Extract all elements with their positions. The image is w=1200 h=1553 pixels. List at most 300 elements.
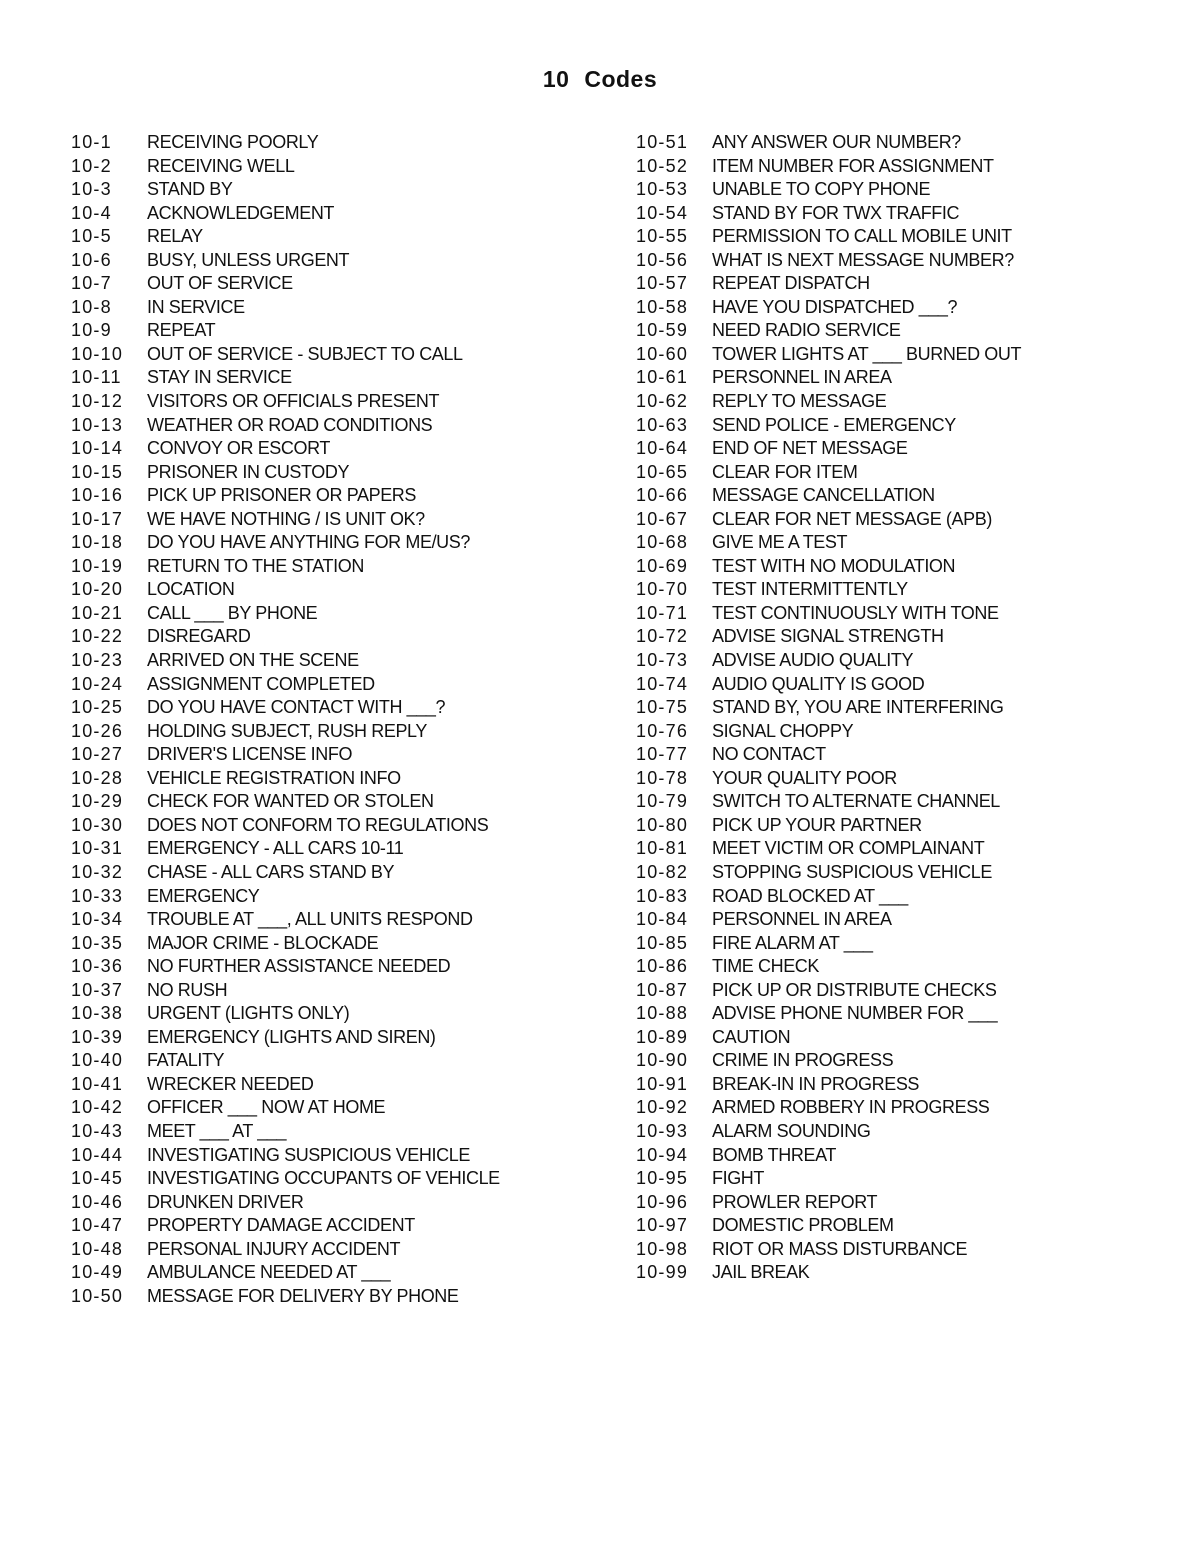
code-number: 10-45 bbox=[71, 1168, 124, 1189]
code-number: 10-25 bbox=[71, 697, 124, 718]
code-meaning: BREAK-IN IN PROGRESS bbox=[712, 1073, 920, 1094]
code-row bbox=[71, 602, 591, 626]
code-row bbox=[636, 202, 1156, 226]
codes-column-right bbox=[636, 131, 1156, 1285]
code-number: 10-93 bbox=[636, 1120, 689, 1141]
code-number: 10-1 bbox=[71, 132, 112, 152]
code-meaning: CLEAR FOR ITEM bbox=[712, 461, 858, 482]
code-number: 10-69 bbox=[636, 555, 689, 576]
code-number: 10-13 bbox=[71, 414, 124, 435]
code-number: 10-53 bbox=[636, 179, 689, 200]
code-row bbox=[636, 555, 1156, 579]
code-number: 10-79 bbox=[636, 791, 689, 812]
code-meaning: MAJOR CRIME - BLOCKADE bbox=[147, 932, 379, 953]
code-number: 10-30 bbox=[71, 814, 124, 835]
code-number: 10-6 bbox=[71, 249, 112, 270]
code-meaning: INVESTIGATING SUSPICIOUS VEHICLE bbox=[147, 1144, 470, 1165]
code-number: 10-18 bbox=[71, 532, 124, 553]
code-row bbox=[71, 225, 591, 249]
code-number: 10-35 bbox=[71, 932, 124, 953]
code-number: 10-84 bbox=[636, 909, 689, 930]
code-meaning: PROPERTY DAMAGE ACCIDENT bbox=[147, 1215, 415, 1236]
code-number: 10-80 bbox=[636, 814, 689, 835]
code-number: 10-92 bbox=[636, 1097, 689, 1118]
code-row bbox=[636, 767, 1156, 791]
code-number: 10-52 bbox=[636, 155, 689, 176]
code-meaning: TIME CHECK bbox=[712, 956, 820, 977]
code-meaning: URGENT (LIGHTS ONLY) bbox=[147, 1003, 350, 1024]
code-row bbox=[636, 390, 1156, 414]
code-number: 10-62 bbox=[636, 391, 689, 412]
code-meaning: STAND BY FOR TWX TRAFFIC bbox=[712, 202, 960, 223]
code-meaning: DRUNKEN DRIVER bbox=[147, 1191, 304, 1212]
code-number: 10-89 bbox=[636, 1026, 689, 1047]
code-number: 10-27 bbox=[71, 744, 124, 765]
code-meaning: PERSONAL INJURY ACCIDENT bbox=[147, 1238, 401, 1259]
code-row bbox=[71, 1191, 591, 1215]
code-meaning: SWITCH TO ALTERNATE CHANNEL bbox=[712, 791, 1000, 812]
code-meaning: PERMISSION TO CALL MOBILE UNIT bbox=[712, 226, 1012, 247]
code-row bbox=[636, 508, 1156, 532]
code-number: 10-58 bbox=[636, 296, 689, 317]
code-number: 10-37 bbox=[71, 979, 124, 1000]
code-number: 10-40 bbox=[71, 1050, 124, 1071]
code-meaning: PROWLER REPORT bbox=[712, 1191, 878, 1212]
code-number: 10-74 bbox=[636, 673, 689, 694]
code-row bbox=[71, 814, 591, 838]
code-number: 10-83 bbox=[636, 885, 689, 906]
code-row bbox=[71, 155, 591, 179]
code-number: 10-41 bbox=[71, 1073, 124, 1094]
code-number: 10-61 bbox=[636, 367, 689, 388]
code-meaning: INVESTIGATING OCCUPANTS OF VEHICLE bbox=[147, 1168, 500, 1189]
code-row bbox=[71, 696, 591, 720]
code-meaning: DISREGARD bbox=[147, 626, 251, 647]
code-meaning: CLEAR FOR NET MESSAGE (APB) bbox=[712, 508, 992, 529]
code-meaning: OUT OF SERVICE bbox=[147, 273, 293, 294]
code-number: 10-49 bbox=[71, 1262, 124, 1283]
code-row bbox=[71, 625, 591, 649]
code-row bbox=[71, 319, 591, 343]
code-row bbox=[636, 1191, 1156, 1215]
code-row bbox=[71, 1238, 591, 1262]
code-meaning: VISITORS OR OFFICIALS PRESENT bbox=[147, 391, 440, 412]
code-number: 10-12 bbox=[71, 391, 124, 412]
code-row bbox=[636, 720, 1156, 744]
code-row bbox=[636, 437, 1156, 461]
code-row bbox=[71, 578, 591, 602]
code-number: 10-96 bbox=[636, 1191, 689, 1212]
code-meaning: VEHICLE REGISTRATION INFO bbox=[147, 767, 401, 788]
code-meaning: GIVE ME A TEST bbox=[712, 532, 848, 553]
code-row bbox=[636, 955, 1156, 979]
code-number: 10-55 bbox=[636, 226, 689, 247]
code-row bbox=[636, 1144, 1156, 1168]
code-row bbox=[71, 1285, 591, 1309]
code-row bbox=[71, 1120, 591, 1144]
code-meaning: RIOT OR MASS DISTURBANCE bbox=[712, 1238, 968, 1259]
code-row bbox=[636, 178, 1156, 202]
code-meaning: OUT OF SERVICE - SUBJECT TO CALL bbox=[147, 343, 463, 364]
code-row bbox=[71, 1002, 591, 1026]
code-meaning: ADVISE SIGNAL STRENGTH bbox=[712, 626, 944, 647]
code-row bbox=[71, 131, 591, 155]
code-row bbox=[71, 484, 591, 508]
code-meaning: BUSY, UNLESS URGENT bbox=[147, 249, 350, 270]
code-number: 10-21 bbox=[71, 602, 124, 623]
code-meaning: NEED RADIO SERVICE bbox=[712, 320, 901, 341]
code-row bbox=[71, 955, 591, 979]
code-number: 10-17 bbox=[71, 508, 124, 529]
code-row bbox=[636, 414, 1156, 438]
code-number: 10-85 bbox=[636, 932, 689, 953]
code-number: 10-28 bbox=[71, 767, 124, 788]
code-meaning: CAUTION bbox=[712, 1026, 791, 1047]
code-row bbox=[636, 578, 1156, 602]
code-meaning: TEST CONTINUOUSLY WITH TONE bbox=[712, 602, 999, 623]
code-row bbox=[636, 131, 1156, 155]
code-number: 10-97 bbox=[636, 1215, 689, 1236]
code-number: 10-29 bbox=[71, 791, 124, 812]
code-row bbox=[636, 366, 1156, 390]
code-number: 10-9 bbox=[71, 320, 112, 341]
code-row bbox=[636, 602, 1156, 626]
code-row bbox=[636, 1167, 1156, 1191]
code-row bbox=[636, 1261, 1156, 1285]
code-meaning: STAND BY bbox=[147, 179, 233, 200]
code-meaning: WRECKER NEEDED bbox=[147, 1073, 314, 1094]
code-meaning: EMERGENCY - ALL CARS 10-11 bbox=[147, 838, 404, 859]
code-meaning: ITEM NUMBER FOR ASSIGNMENT bbox=[712, 155, 994, 176]
code-number: 10-48 bbox=[71, 1238, 124, 1259]
code-meaning: PRISONER IN CUSTODY bbox=[147, 461, 350, 482]
code-number: 10-64 bbox=[636, 438, 689, 459]
code-meaning: YOUR QUALITY POOR bbox=[712, 767, 897, 788]
code-number: 10-7 bbox=[71, 273, 112, 294]
code-number: 10-47 bbox=[71, 1215, 124, 1236]
code-number: 10-50 bbox=[71, 1285, 124, 1306]
code-meaning: END OF NET MESSAGE bbox=[712, 438, 908, 459]
code-row bbox=[636, 1049, 1156, 1073]
code-meaning: WEATHER OR ROAD CONDITIONS bbox=[147, 414, 433, 435]
code-meaning: PICK UP OR DISTRIBUTE CHECKS bbox=[712, 979, 997, 1000]
code-row bbox=[636, 908, 1156, 932]
code-meaning: SEND POLICE - EMERGENCY bbox=[712, 414, 956, 435]
code-meaning: RELAY bbox=[147, 226, 203, 247]
code-number: 10-10 bbox=[71, 343, 124, 364]
code-row bbox=[71, 178, 591, 202]
code-meaning: EMERGENCY bbox=[147, 885, 260, 906]
code-number: 10-75 bbox=[636, 697, 689, 718]
code-meaning: JAIL BREAK bbox=[712, 1262, 810, 1283]
code-row bbox=[71, 1073, 591, 1097]
code-number: 10-43 bbox=[71, 1120, 124, 1141]
code-number: 10-24 bbox=[71, 673, 124, 694]
code-number: 10-11 bbox=[71, 367, 122, 388]
code-number: 10-38 bbox=[71, 1003, 124, 1024]
code-meaning: TEST WITH NO MODULATION bbox=[712, 555, 956, 576]
code-meaning: ALARM SOUNDING bbox=[712, 1120, 871, 1141]
code-meaning: ARRIVED ON THE SCENE bbox=[147, 650, 359, 671]
code-row bbox=[71, 437, 591, 461]
code-row bbox=[636, 272, 1156, 296]
code-meaning: PERSONNEL IN AREA bbox=[712, 909, 892, 930]
code-row bbox=[636, 461, 1156, 485]
code-number: 10-56 bbox=[636, 249, 689, 270]
code-meaning: TOWER LIGHTS AT ___ BURNED OUT bbox=[712, 343, 1022, 364]
code-number: 10-54 bbox=[636, 202, 689, 223]
code-number: 10-78 bbox=[636, 767, 689, 788]
code-row bbox=[636, 649, 1156, 673]
code-row bbox=[636, 837, 1156, 861]
code-meaning: DRIVER'S LICENSE INFO bbox=[147, 744, 353, 765]
code-meaning: STAND BY, YOU ARE INTERFERING bbox=[712, 697, 1004, 718]
code-row bbox=[71, 202, 591, 226]
code-row bbox=[71, 837, 591, 861]
code-meaning: MEET VICTIM OR COMPLAINANT bbox=[712, 838, 985, 859]
code-row bbox=[636, 296, 1156, 320]
code-number: 10-59 bbox=[636, 320, 689, 341]
code-number: 10-8 bbox=[71, 296, 112, 317]
code-meaning: ACKNOWLEDGEMENT bbox=[147, 202, 335, 223]
code-number: 10-15 bbox=[71, 461, 124, 482]
code-meaning: TEST INTERMITTENTLY bbox=[712, 579, 908, 600]
page-title: 10 Codes bbox=[542, 66, 658, 92]
code-meaning: CHECK FOR WANTED OR STOLEN bbox=[147, 791, 434, 812]
code-row bbox=[71, 1167, 591, 1191]
code-meaning: DO YOU HAVE ANYTHING FOR ME/US? bbox=[147, 532, 470, 553]
code-meaning: CHASE - ALL CARS STAND BY bbox=[147, 861, 395, 882]
code-number: 10-42 bbox=[71, 1097, 124, 1118]
code-number: 10-81 bbox=[636, 838, 689, 859]
code-row bbox=[636, 979, 1156, 1003]
code-number: 10-23 bbox=[71, 650, 124, 671]
code-row bbox=[71, 461, 591, 485]
code-number: 10-33 bbox=[71, 885, 124, 906]
code-meaning: RECEIVING WELL bbox=[147, 155, 295, 176]
code-meaning: DO YOU HAVE CONTACT WITH ___? bbox=[147, 697, 446, 718]
code-row bbox=[636, 814, 1156, 838]
code-meaning: MESSAGE FOR DELIVERY BY PHONE bbox=[147, 1285, 459, 1306]
code-row bbox=[636, 1002, 1156, 1026]
code-meaning: RETURN TO THE STATION bbox=[147, 555, 364, 576]
code-meaning: EMERGENCY (LIGHTS AND SIREN) bbox=[147, 1026, 436, 1047]
code-row bbox=[71, 1049, 591, 1073]
code-row bbox=[71, 861, 591, 885]
code-number: 10-90 bbox=[636, 1050, 689, 1071]
code-meaning: FIGHT bbox=[712, 1168, 764, 1189]
code-number: 10-31 bbox=[71, 838, 124, 859]
code-number: 10-19 bbox=[71, 555, 124, 576]
code-number: 10-14 bbox=[71, 438, 124, 459]
code-row bbox=[71, 720, 591, 744]
code-meaning: DOMESTIC PROBLEM bbox=[712, 1215, 894, 1236]
code-row bbox=[636, 673, 1156, 697]
code-number: 10-82 bbox=[636, 861, 689, 882]
code-number: 10-39 bbox=[71, 1026, 124, 1047]
code-row bbox=[71, 885, 591, 909]
code-number: 10-51 bbox=[636, 132, 689, 152]
code-meaning: RECEIVING POORLY bbox=[147, 132, 319, 152]
code-row bbox=[71, 1214, 591, 1238]
code-meaning: PERSONNEL IN AREA bbox=[712, 367, 892, 388]
code-row bbox=[636, 225, 1156, 249]
code-row bbox=[636, 343, 1156, 367]
code-row bbox=[636, 743, 1156, 767]
code-number: 10-34 bbox=[71, 909, 124, 930]
code-row bbox=[71, 932, 591, 956]
code-row bbox=[636, 484, 1156, 508]
code-row bbox=[71, 390, 591, 414]
code-meaning: LOCATION bbox=[147, 579, 235, 600]
code-meaning: BOMB THREAT bbox=[712, 1144, 836, 1165]
code-row bbox=[71, 979, 591, 1003]
code-meaning: CALL ___ BY PHONE bbox=[147, 602, 318, 623]
code-number: 10-20 bbox=[71, 579, 124, 600]
code-meaning: UNABLE TO COPY PHONE bbox=[712, 179, 931, 200]
code-meaning: AUDIO QUALITY IS GOOD bbox=[712, 673, 925, 694]
code-meaning: IN SERVICE bbox=[147, 296, 245, 317]
code-meaning: STAY IN SERVICE bbox=[147, 367, 292, 388]
code-meaning: HAVE YOU DISPATCHED ___? bbox=[712, 296, 958, 317]
code-meaning: ADVISE AUDIO QUALITY bbox=[712, 650, 914, 671]
code-row bbox=[636, 1073, 1156, 1097]
code-number: 10-2 bbox=[71, 155, 112, 176]
code-meaning: DOES NOT CONFORM TO REGULATIONS bbox=[147, 814, 489, 835]
code-meaning: FATALITY bbox=[147, 1050, 225, 1071]
code-row bbox=[636, 155, 1156, 179]
codes-column-left bbox=[71, 131, 591, 1308]
code-number: 10-5 bbox=[71, 226, 112, 247]
code-row bbox=[636, 932, 1156, 956]
code-row bbox=[71, 1261, 591, 1285]
code-meaning: FIRE ALARM AT ___ bbox=[712, 932, 873, 953]
code-row bbox=[636, 531, 1156, 555]
code-meaning: CONVOY OR ESCORT bbox=[147, 438, 330, 459]
code-row bbox=[71, 249, 591, 273]
code-row bbox=[71, 414, 591, 438]
code-row bbox=[71, 767, 591, 791]
code-meaning: ARMED ROBBERY IN PROGRESS bbox=[712, 1097, 990, 1118]
code-number: 10-98 bbox=[636, 1238, 689, 1259]
code-row bbox=[71, 1144, 591, 1168]
code-number: 10-95 bbox=[636, 1168, 689, 1189]
code-row bbox=[636, 885, 1156, 909]
code-row bbox=[71, 649, 591, 673]
code-number: 10-67 bbox=[636, 508, 689, 529]
code-number: 10-32 bbox=[71, 861, 124, 882]
code-row bbox=[636, 1026, 1156, 1050]
code-row bbox=[636, 319, 1156, 343]
code-row bbox=[636, 1214, 1156, 1238]
code-row bbox=[71, 343, 591, 367]
code-number: 10-26 bbox=[71, 720, 124, 741]
code-meaning: WHAT IS NEXT MESSAGE NUMBER? bbox=[712, 249, 1014, 270]
code-row bbox=[71, 673, 591, 697]
code-meaning: OFFICER ___ NOW AT HOME bbox=[147, 1097, 386, 1118]
code-number: 10-60 bbox=[636, 343, 689, 364]
code-row bbox=[636, 249, 1156, 273]
code-number: 10-76 bbox=[636, 720, 689, 741]
code-row bbox=[636, 861, 1156, 885]
code-meaning: WE HAVE NOTHING / IS UNIT OK? bbox=[147, 508, 425, 529]
code-row bbox=[71, 272, 591, 296]
code-row bbox=[71, 296, 591, 320]
code-meaning: REPEAT DISPATCH bbox=[712, 273, 870, 294]
code-meaning: REPEAT bbox=[147, 320, 216, 341]
code-row bbox=[71, 790, 591, 814]
code-meaning: ROAD BLOCKED AT ___ bbox=[712, 885, 908, 906]
code-meaning: NO FURTHER ASSISTANCE NEEDED bbox=[147, 956, 451, 977]
code-number: 10-3 bbox=[71, 179, 112, 200]
code-meaning: PICK UP YOUR PARTNER bbox=[712, 814, 922, 835]
code-number: 10-99 bbox=[636, 1262, 689, 1283]
code-meaning: AMBULANCE NEEDED AT ___ bbox=[147, 1262, 391, 1283]
code-row bbox=[71, 743, 591, 767]
code-row bbox=[71, 531, 591, 555]
code-row bbox=[71, 555, 591, 579]
code-number: 10-66 bbox=[636, 485, 689, 506]
code-meaning: TROUBLE AT ___, ALL UNITS RESPOND bbox=[147, 909, 473, 930]
code-row bbox=[636, 625, 1156, 649]
code-meaning: HOLDING SUBJECT, RUSH REPLY bbox=[147, 720, 427, 741]
code-number: 10-16 bbox=[71, 485, 124, 506]
code-number: 10-46 bbox=[71, 1191, 124, 1212]
code-number: 10-91 bbox=[636, 1073, 689, 1094]
code-number: 10-86 bbox=[636, 956, 689, 977]
code-number: 10-77 bbox=[636, 744, 689, 765]
code-number: 10-70 bbox=[636, 579, 689, 600]
code-meaning: MEET ___ AT ___ bbox=[147, 1120, 287, 1141]
code-meaning: ADVISE PHONE NUMBER FOR ___ bbox=[712, 1003, 998, 1024]
code-row bbox=[636, 1096, 1156, 1120]
code-meaning: NO RUSH bbox=[147, 979, 228, 1000]
code-meaning: PICK UP PRISONER OR PAPERS bbox=[147, 485, 417, 506]
code-number: 10-44 bbox=[71, 1144, 124, 1165]
code-number: 10-57 bbox=[636, 273, 689, 294]
code-meaning: MESSAGE CANCELLATION bbox=[712, 485, 935, 506]
code-number: 10-63 bbox=[636, 414, 689, 435]
code-row bbox=[71, 366, 591, 390]
code-number: 10-73 bbox=[636, 650, 689, 671]
code-row bbox=[71, 1026, 591, 1050]
code-row bbox=[636, 1120, 1156, 1144]
code-number: 10-72 bbox=[636, 626, 689, 647]
code-row bbox=[636, 696, 1156, 720]
code-number: 10-36 bbox=[71, 956, 124, 977]
code-meaning: ANY ANSWER OUR NUMBER? bbox=[712, 132, 961, 152]
code-meaning: CRIME IN PROGRESS bbox=[712, 1050, 894, 1071]
code-row bbox=[636, 1238, 1156, 1262]
code-row bbox=[636, 790, 1156, 814]
code-meaning: STOPPING SUSPICIOUS VEHICLE bbox=[712, 861, 992, 882]
code-number: 10-87 bbox=[636, 979, 689, 1000]
code-meaning: ASSIGNMENT COMPLETED bbox=[147, 673, 375, 694]
code-meaning: NO CONTACT bbox=[712, 744, 826, 765]
code-number: 10-94 bbox=[636, 1144, 689, 1165]
code-number: 10-4 bbox=[71, 202, 112, 223]
code-number: 10-68 bbox=[636, 532, 689, 553]
code-number: 10-65 bbox=[636, 461, 689, 482]
code-number: 10-88 bbox=[636, 1003, 689, 1024]
code-row bbox=[71, 1096, 591, 1120]
code-meaning: REPLY TO MESSAGE bbox=[712, 391, 887, 412]
code-meaning: SIGNAL CHOPPY bbox=[712, 720, 854, 741]
code-number: 10-22 bbox=[71, 626, 124, 647]
code-number: 10-71 bbox=[636, 602, 689, 623]
code-row bbox=[71, 908, 591, 932]
code-row bbox=[71, 508, 591, 532]
